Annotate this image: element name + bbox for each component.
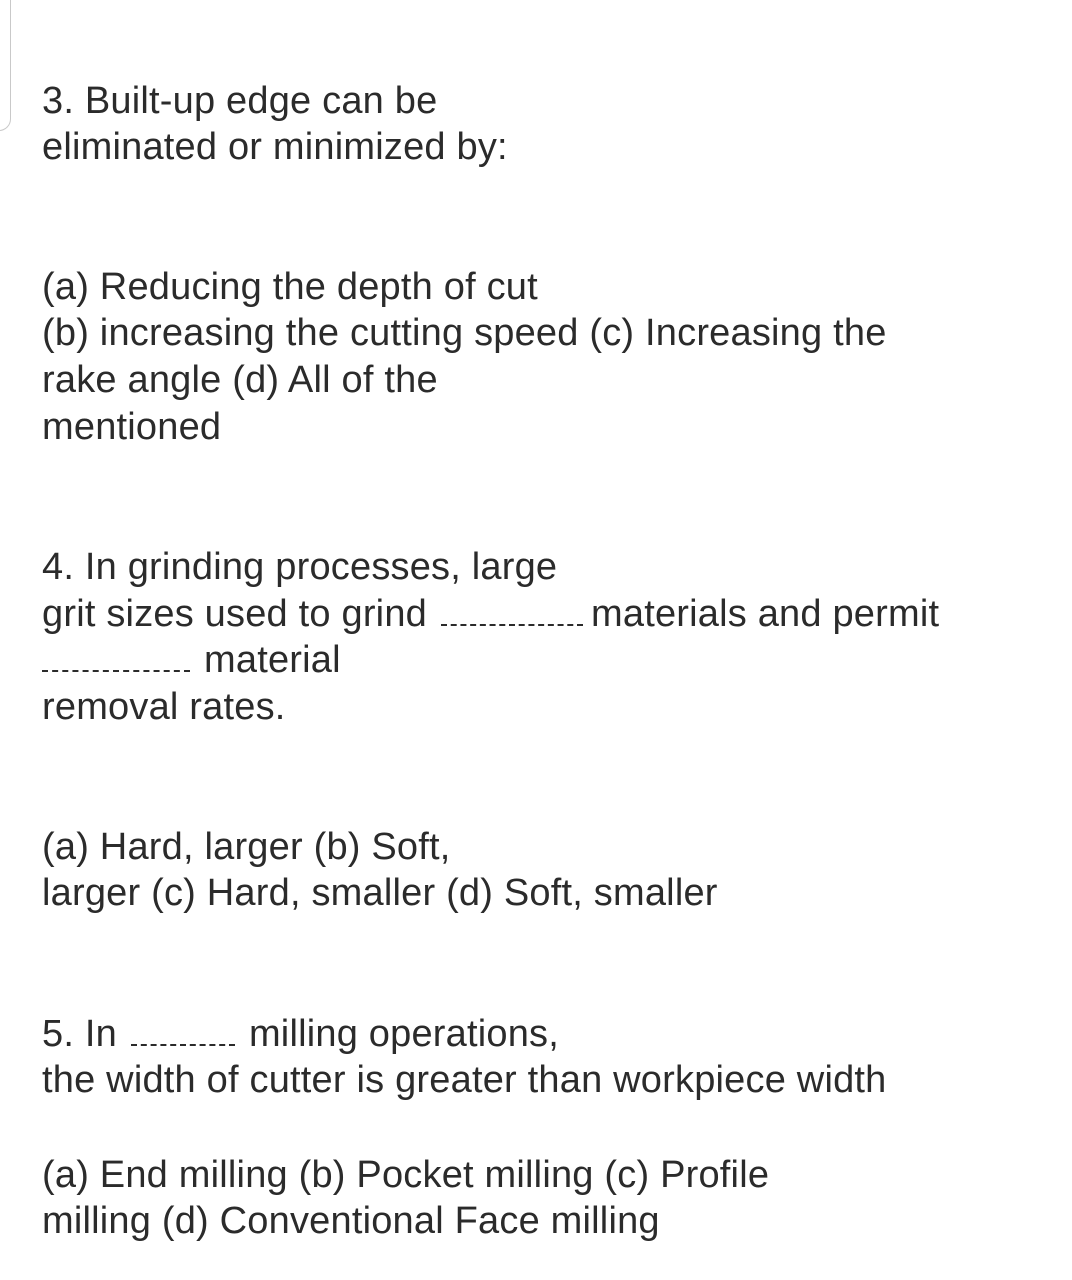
q5-stem-text-a: 5. In <box>42 1013 117 1055</box>
q3-option-line-4: mentioned <box>42 406 222 448</box>
q4-blank-2 <box>42 640 190 672</box>
q4-stem-text-c: material <box>204 639 341 681</box>
q4-stem-text-a: grit sizes used to grind <box>42 593 427 635</box>
q3-stem-line-1: 3. Built-up edge can be <box>42 80 438 122</box>
q4-stem-line-1: 4. In grinding processes, large <box>42 546 558 588</box>
q4-option-line-1: (a) Hard, larger (b) Soft, <box>42 826 451 868</box>
q3-option-line-2: (b) increasing the cutting speed (c) Increasing the <box>42 312 887 354</box>
q5-blank-1 <box>131 1014 235 1046</box>
q4-stem-text-b: materials and permit <box>591 593 940 635</box>
q4-stem-line-2 <box>42 591 939 637</box>
page-corner-edge <box>0 0 11 131</box>
q5-stem-line-1 <box>42 1011 559 1057</box>
q5-option-line-2: milling (d) Conventional Face milling <box>42 1200 660 1242</box>
q3-option-line-3: rake angle (d) All of the <box>42 359 438 401</box>
q5-stem-text-b: milling operations, <box>248 1013 560 1055</box>
q5-option-line-1: (a) End milling (b) Pocket milling (c) Profile <box>42 1154 770 1196</box>
q4-option-line-2: larger (c) Hard, smaller (d) Soft, smaller <box>42 872 718 914</box>
q5-stem-line-2: the width of cutter is greater than workpiece width <box>42 1059 887 1101</box>
q4-stem-line-4: removal rates. <box>42 686 286 728</box>
q3-stem-line-2: eliminated or minimized by: <box>42 126 508 168</box>
q4-stem-line-3 <box>42 637 341 683</box>
q4-blank-1 <box>441 594 583 626</box>
q3-option-line-1: (a) Reducing the depth of cut <box>42 266 538 308</box>
